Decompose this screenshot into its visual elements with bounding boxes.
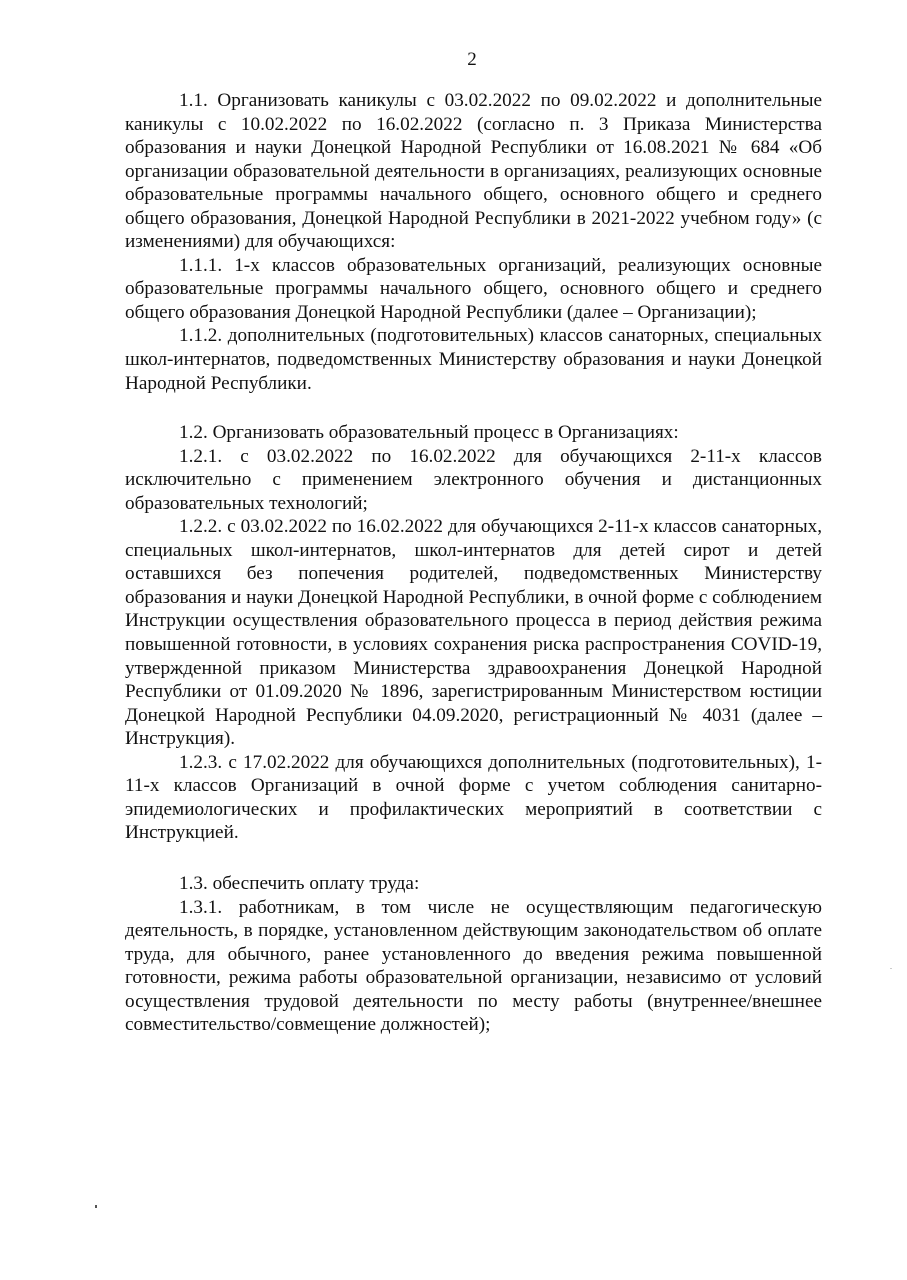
paragraph-1-2-2: 1.2.2. с 03.02.2022 по 16.02.2022 для обучающихся 2-11-х классов санаторных, специальных школ-интернатов, школ-интернатов для детей сирот и детей оставшихся без попечения родителей, подведомственных Министерству образования и науки Донецкой Народной Республики, в очной форме с соблюдением Инструкции осуществления образовательного процесса в период действия режима повышенной готовности, в условиях сохранения риска распространения COVID-19, утвержденной приказом Министерства здравоохранения Донецкой Народной Республики от 01.09.2020 № 1896, зарегистрированным Министерством юстиции Донецкой Народной Республики 04.09.2020, регистрационный № 4031 (далее – Инструкция). <box>125 516 822 750</box>
section-1-2 <box>125 421 822 845</box>
section-spacer <box>125 395 822 421</box>
scan-artifact <box>890 968 892 969</box>
paragraph-1-2: 1.2. Организовать образовательный процесс в Организациях: <box>179 422 679 444</box>
paragraph-1-1-2: 1.1.2. дополнительных (подготовительных) классов санаторных, специальных школ-интернатов, подведомственных Министерству образования и науки Донецкой Народной Республики. <box>125 325 822 394</box>
section-1-3 <box>125 872 822 1037</box>
section-1-1 <box>125 89 822 395</box>
document-body <box>125 89 822 1037</box>
paragraph-1-2-1: 1.2.1. с 03.02.2022 по 16.02.2022 для обучающихся 2-11-х классов исключительно с применением электронного обучения и дистанционных образовательных технологий; <box>125 445 822 514</box>
paragraph-1-3: 1.3. обеспечить оплату труда: <box>179 872 420 894</box>
paragraph-1-2-3: 1.2.3. с 17.02.2022 для обучающихся дополнительных (подготовительных), 1-11-х классов Организаций в очной форме с учетом соблюдения санитарно-эпидемиологических и профилактических мероприятий в соответствии с Инструкцией. <box>125 751 822 844</box>
scan-artifact <box>95 1205 97 1208</box>
paragraph-1-3-1: 1.3.1. работникам, в том числе не осуществляющим педагогическую деятельность, в порядке, установленном действующим законодательством об оплате труда, для обычного, ранее установленного до введения режима повышенной готовности, режима работы образовательной организации, независимо от условий осуществления трудовой деятельности по месту работы (внутреннее/внешнее совместительство/совмещение должностей); <box>125 896 822 1036</box>
section-spacer <box>125 845 822 872</box>
page-number: 2 <box>467 49 477 70</box>
paragraph-1-1: 1.1. Организовать каникулы с 03.02.2022 по 09.02.2022 и дополнительные каникулы с 10.02.2022 по 16.02.2022 (согласно п. 3 Приказа Министерства образования и науки Донецкой Народной Республики от 16.08.2021 № 684 «Об организации образовательной деятельности в организациях, реализующих основные образовательные программы начального общего, основного общего и среднего общего образования, Донецкой Народной Республики в 2021-2022 учебном году» (с изменениями) для обучающихся: <box>125 90 822 253</box>
paragraph-1-1-1: 1.1.1. 1-х классов образовательных организаций, реализующих основные образовательные программы начального общего, основного общего и среднего общего образования Донецкой Народной Республики (далее – Организации); <box>125 254 822 323</box>
